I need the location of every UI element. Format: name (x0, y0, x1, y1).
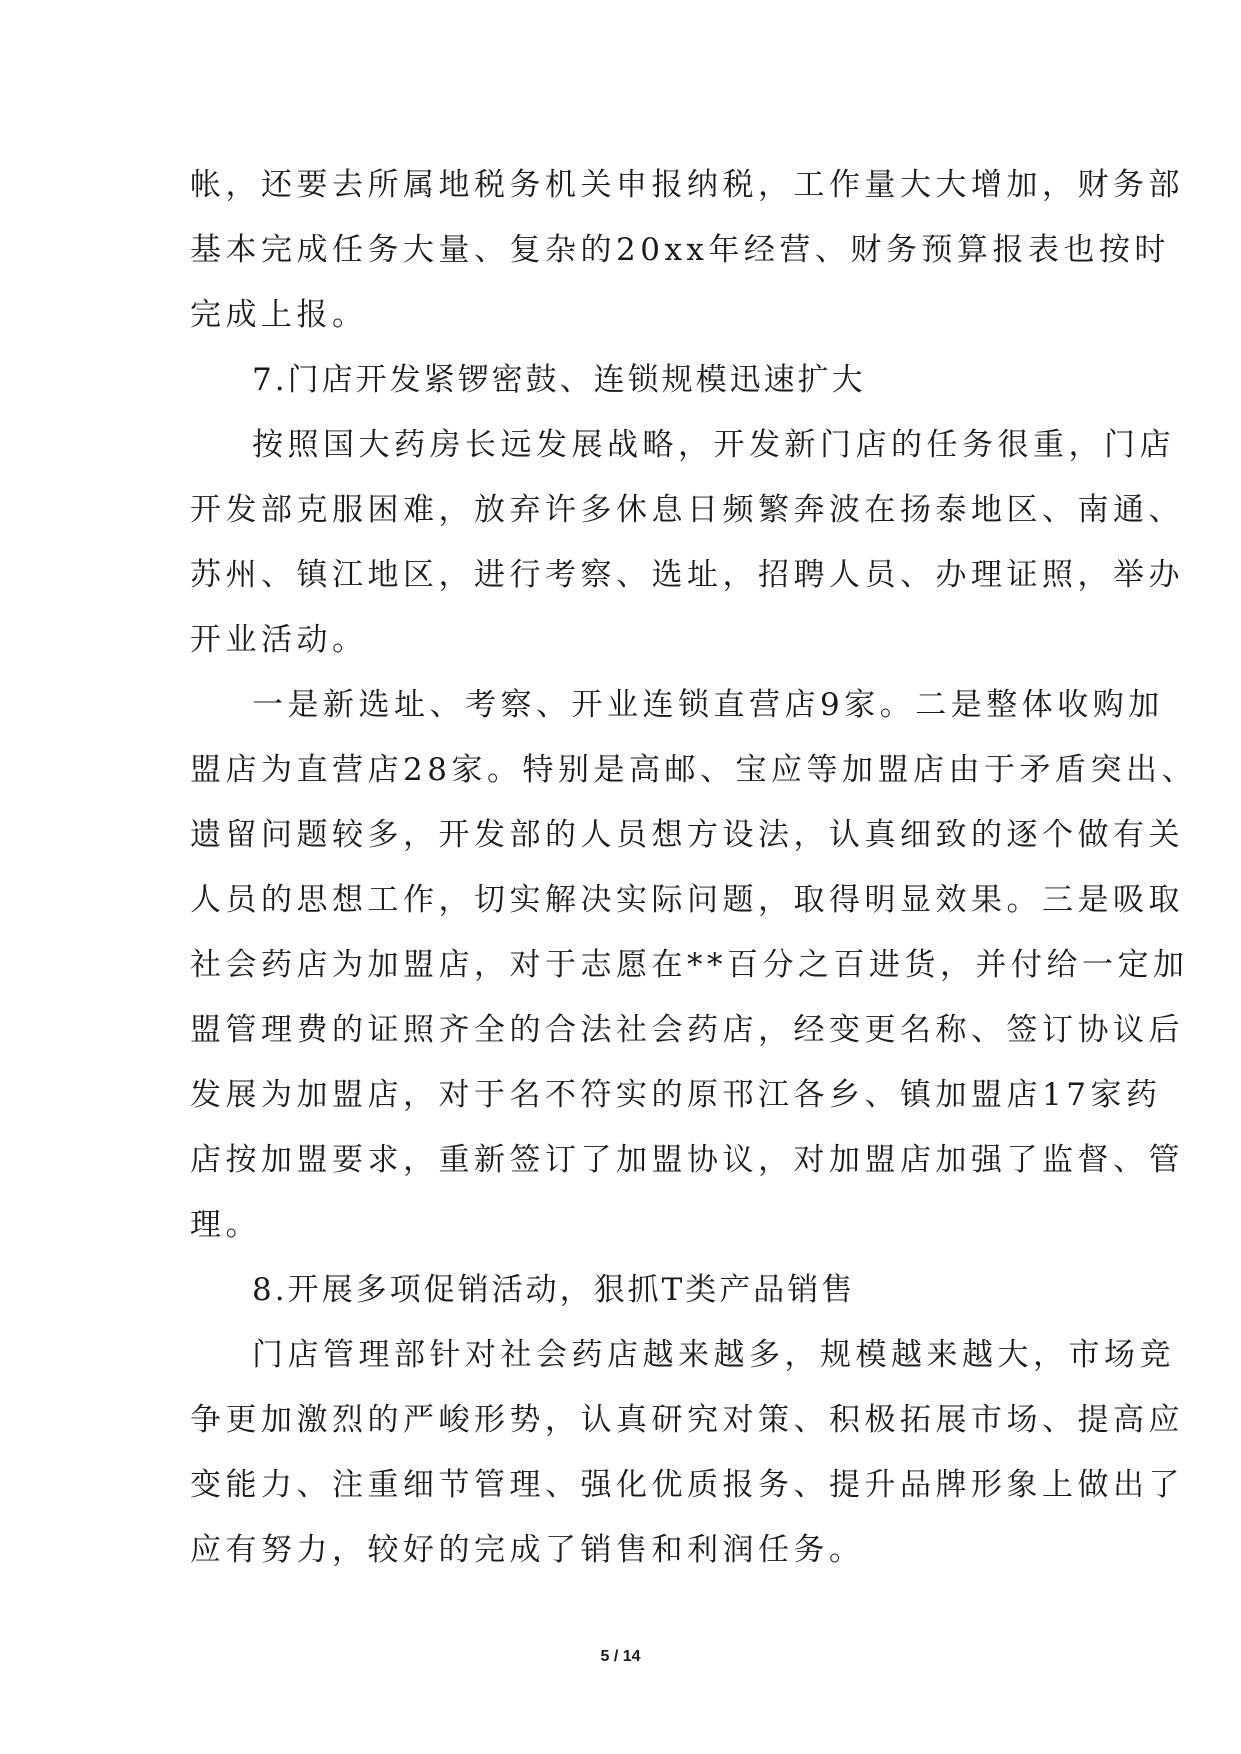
paragraph-line: 完成上报。 (190, 297, 368, 333)
paragraph-line: 变能力、注重细节管理、强化优质报务、提升品牌形象上做出了 (190, 1467, 1184, 1503)
paragraph-line: 发展为加盟店，对于名不符实的原邗江各乡、镇加盟店17家药 (190, 1077, 1162, 1113)
paragraph-line: 争更加激烈的严峻形势，认真研究对策、积极拓展市场、提高应 (190, 1402, 1184, 1438)
paragraph-line: 盟店为直营店28家。特别是高邮、宝应等加盟店由于矛盾突出、 (190, 752, 1197, 788)
paragraph-line: 理。 (190, 1207, 261, 1243)
paragraph-line: 人员的思想工作，切实解决实际问题，取得明显效果。三是吸取 (190, 882, 1184, 918)
paragraph-line: 苏州、镇江地区，进行考察、选址，招聘人员、办理证照，举办 (190, 557, 1184, 593)
paragraph-line: 开发部克服困难，放弃许多休息日频繁奔波在扬泰地区、南通、 (190, 492, 1184, 528)
page-number: 5 / 14 (600, 1648, 641, 1665)
section-heading: 8.开展多项促销活动，狠抓T类产品销售 (252, 1272, 856, 1308)
paragraph-line: 社会药店为加盟店，对于志愿在**百分之百进货，并付给一定加 (190, 947, 1189, 983)
paragraph-line: 店按加盟要求，重新签订了加盟协议，对加盟店加强了监督、管 (190, 1142, 1184, 1178)
paragraph-line: 应有努力，较好的完成了销售和利润任务。 (190, 1532, 865, 1568)
paragraph-line: 帐，还要去所属地税务机关申报纳税，工作量大大增加，财务部 (190, 167, 1184, 203)
paragraph-line: 门店管理部针对社会药店越来越多，规模越来越大，市场竞 (252, 1337, 1175, 1373)
paragraph-line: 一是新选址、考察、开业连锁直营店9家。二是整体收购加 (252, 687, 1164, 723)
paragraph-line: 盟管理费的证照齐全的合法社会药店，经变更名称、签订协议后 (190, 1012, 1184, 1048)
paragraph-line: 开业活动。 (190, 622, 368, 658)
paragraph-line: 基本完成任务大量、复杂的20xx年经营、财务预算报表也按时 (190, 232, 1170, 268)
paragraph-line: 遗留问题较多，开发部的人员想方设法，认真细致的逐个做有关 (190, 817, 1184, 853)
paragraph-line: 按照国大药房长远发展战略，开发新门店的任务很重，门店 (252, 427, 1175, 463)
section-heading: 7.门店开发紧锣密鼓、连锁规模迅速扩大 (252, 362, 866, 398)
